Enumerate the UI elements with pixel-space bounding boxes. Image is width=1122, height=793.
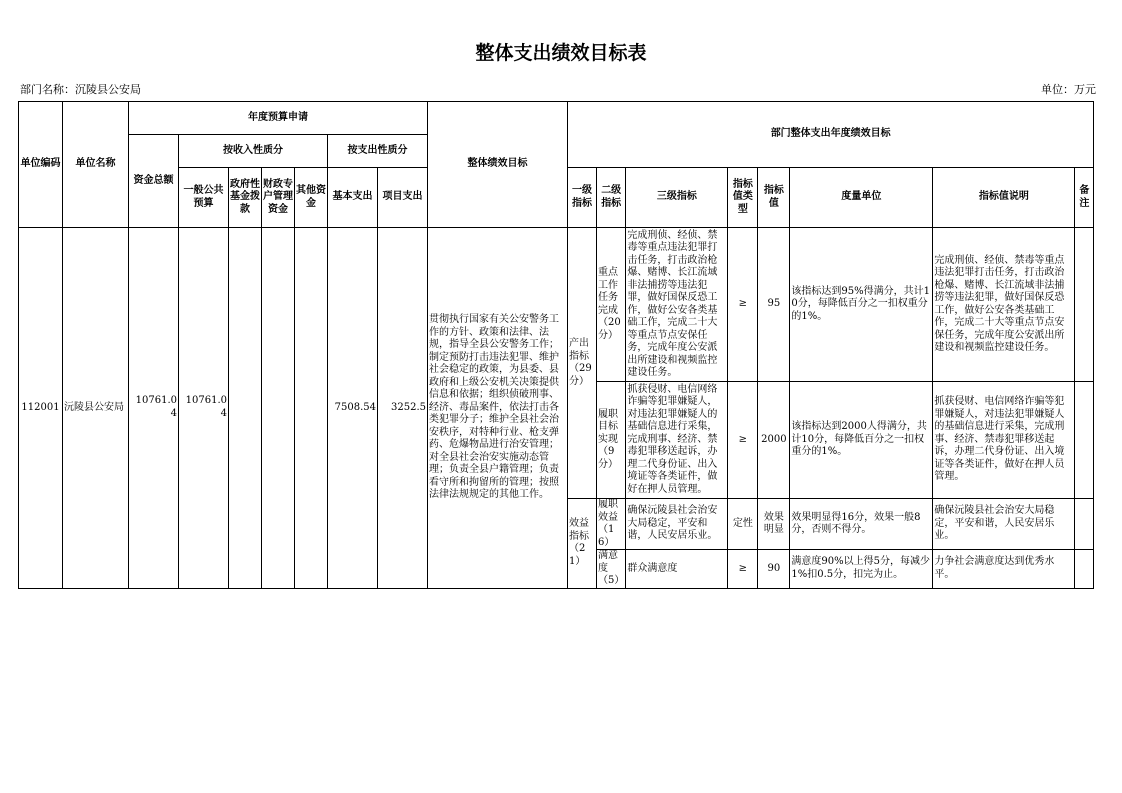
department-label: 部门名称：沉陵县公安局: [20, 83, 141, 96]
value-cell: 2000: [758, 382, 790, 499]
header-level2: 二级指标: [597, 168, 626, 228]
remark-cell: [1075, 499, 1094, 550]
header-value-desc: 指标值说明: [933, 168, 1075, 228]
value-type-cell: ≥: [728, 228, 758, 382]
measure-cell: 该指标达到95%得满分，共计10分，每降低百分之一扣权重分的1%。: [790, 228, 933, 382]
special-fund-cell: [262, 228, 295, 589]
overall-goal-cell: 贯彻执行国家有关公安警务工作的方针、政策和法律、法规，指导全县公安警务工作；制定预防打击违法犯罪、维护社会稳定的政策，为县委、县政府和上级公安机关决策提供信息和依据；组织侦破刑事、经济、毒品案件，依法打击各类犯罪分子；维护全县社会治安秩序，对特种行业、枪支弹药、危爆物品进行治安管理；对全县社会治安实施动态管理；负责全县户籍管理；负责看守所和拘留所的管理；按照法律法规规定的其他工作。: [428, 228, 568, 589]
level3-cell: 确保沅陵县社会治安大局稳定，平安和谐，人民安居乐业。: [626, 499, 728, 550]
header-basic-expense: 基本支出: [328, 168, 378, 228]
header-unit-code: 单位编码: [19, 102, 63, 228]
level2-cell: 重点工作任务完成（20分）: [597, 228, 626, 382]
header-project-expense: 项目支出: [378, 168, 428, 228]
header-level1: 一级指标: [568, 168, 597, 228]
unit-label: 单位：万元: [1041, 83, 1096, 96]
project-expense-cell: 3252.5: [378, 228, 428, 589]
remark-cell: [1075, 550, 1094, 589]
level1-benefit-cell: 效益指标（21）: [568, 499, 597, 589]
remark-cell: [1075, 382, 1094, 499]
value-desc-cell: 完成刑侦、经侦、禁毒等重点违法犯罪打击任务，打击政治枪爆、赌博、长江流域非法捕捞等违法犯罪，做好国保反恐工作，做好公安各类基础工作，完成二十大等重点节点安保任务，完成年度公安派出所建设和视频监控建设任务。: [933, 228, 1075, 382]
total-funds-cell: 10761.04: [129, 228, 179, 589]
performance-table: [18, 101, 1094, 589]
level3-cell: 群众满意度: [626, 550, 728, 589]
measure-cell: 满意度90%以上得5分，每减少1%扣0.5分，扣完为止。: [790, 550, 933, 589]
header-level3: 三级指标: [626, 168, 728, 228]
value-cell: 90: [758, 550, 790, 589]
header-annual-budget: 年度预算申请: [129, 102, 428, 135]
header-overall-goal: 整体绩效目标: [428, 102, 568, 228]
table-row: [19, 228, 1094, 382]
level3-cell: 抓获侵财、电信网络诈骗等犯罪嫌疑人，对违法犯罪嫌疑人的基础信息进行采集，完成刑事、经济、禁毒犯罪移送起诉，办理二代身份证、出入境证等各类证件，做好在押人员管理。: [626, 382, 728, 499]
header-measure: 度量单位: [790, 168, 933, 228]
header-remark: 备注: [1075, 168, 1094, 228]
measure-cell: 该指标达到2000人得满分，共计10分，每降低百分之一扣权重分的1%。: [790, 382, 933, 499]
remark-cell: [1075, 228, 1094, 382]
unit-code-cell: 112001: [19, 228, 63, 589]
unit-name-cell: 沅陵县公安局: [63, 228, 129, 589]
general-budget-cell: 10761.04: [179, 228, 229, 589]
level3-cell: 完成刑侦、经侦、禁毒等重点违法犯罪打击任务，打击政治枪爆、赌博、长江流域非法捕捞等违法犯罪，做好国保反恐工作，做好公安各类基础工作，完成二十大等重点节点安保任务，完成年度公安派出所建设和视频监控建设任务。: [626, 228, 728, 382]
header-general-budget: 一般公共预算: [179, 168, 229, 228]
basic-expense-cell: 7508.54: [328, 228, 378, 589]
header-value-type: 指标值类型: [728, 168, 758, 228]
value-type-cell: 定性: [728, 499, 758, 550]
measure-cell: 效果明显得16分，效果一般8分，否则不得分。: [790, 499, 933, 550]
header-dept-goal: 部门整体支出年度绩效目标: [568, 102, 1094, 168]
header-special-fund: 财政专户管理资金: [262, 168, 295, 228]
gov-fund-cell: [229, 228, 262, 589]
value-desc-cell: 力争社会满意度达到优秀水平。: [933, 550, 1075, 589]
header-unit-name: 单位名称: [63, 102, 129, 228]
header-by-income: 按收入性质分: [179, 135, 328, 168]
level2-cell: 满意度（5）: [598, 550, 625, 586]
header-by-expense: 按支出性质分: [328, 135, 428, 168]
header-gov-fund: 政府性基金拨款: [229, 168, 262, 228]
level2-cell: 履职目标实现（9分）: [597, 382, 626, 499]
value-type-cell: ≥: [728, 550, 758, 589]
value-desc-cell: 确保沅陵县社会治安大局稳定，平安和谐，人民安居乐业。: [933, 499, 1075, 550]
value-cell: 效果明显: [758, 499, 790, 550]
header-other-fund: 其他资金: [295, 168, 328, 228]
header-value: 指标值: [758, 168, 790, 228]
header-total-funds: 资金总额: [129, 135, 179, 228]
level1-output-cell: 产出指标（29分）: [568, 228, 597, 499]
level2-cell: 履职效益（16）: [597, 499, 626, 550]
other-fund-cell: [295, 228, 328, 589]
value-cell: 95: [758, 228, 790, 382]
page-title: 整体支出绩效目标表: [475, 42, 647, 64]
value-type-cell: ≥: [728, 382, 758, 499]
value-desc-cell: 抓获侵财、电信网络诈骗等犯罪嫌疑人，对违法犯罪嫌疑人的基础信息进行采集，完成刑事、经济、禁毒犯罪移送起诉，办理二代身份证、出入境证等各类证件，做好在押人员管理。: [933, 382, 1075, 499]
